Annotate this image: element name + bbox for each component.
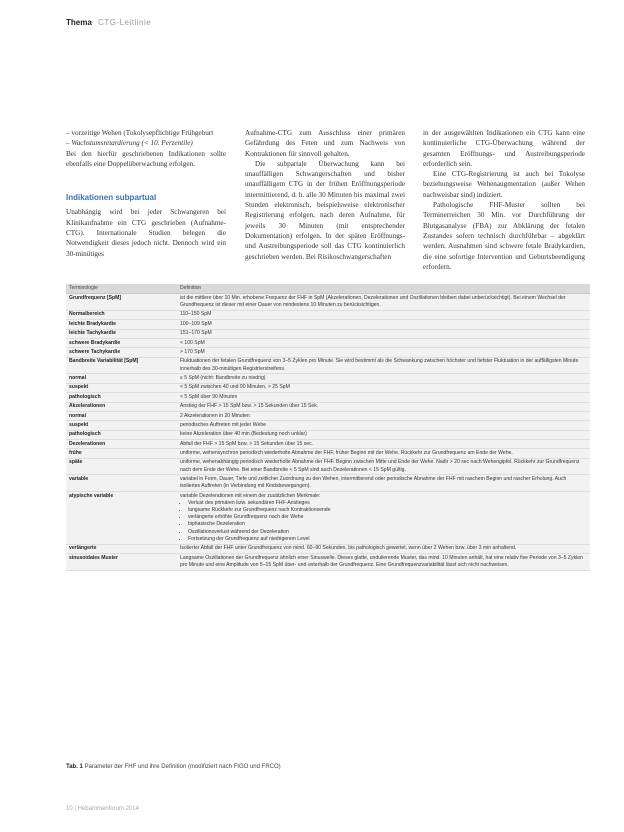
definition-text: Fluktuationen der fetalen Grundfrequenz von 3–5 Zyklen pro Minute. Sie wird bestimmt als die Schwankung zwischen höchster und tiefster Fluktuation in der auffälligsten Minute innerhalb des 30-minütigen Registrierstreifens. [180,358,579,372]
definition-text: Abfall der FHF > 15 SpM bzw. > 15 Sekunden über 15 sec. [180,440,314,447]
table-cell-definition [177,411,590,420]
table-row [66,393,590,402]
table-cell-term: suspekt [66,421,177,430]
table-cell-term: frühe [66,449,177,458]
table-cell-term: leichte Tachykardie [66,329,177,338]
page-header [66,18,151,27]
table-row [66,402,590,411]
table-cell-term: normal [66,374,177,383]
table-cell-term: späte [66,458,177,475]
table-cell-term: Dezelerationen [66,440,177,449]
table-row [66,357,590,374]
list-item: – vorzeitige Wehen (Tokolysepflichtige Frühgeburt [66,129,214,137]
paragraph: Bei den hierfür geschriebenen Indikationen sollte ebenfalls eine Doppelüberwachung erfolgen. [66,149,226,168]
definition-text: < 5 SpM über 90 Minuten [180,393,238,400]
table-row [66,440,590,449]
table-cell-definition [177,440,590,449]
table-row [66,383,590,392]
paragraph: Eine CTG-Registrierung ist auch bei Tokolyse beziehungsweise Wehenaugmentation (außer Wehen nachweisbar sind) indiziert. [423,170,585,199]
list-item-text: – Wachstumsretardierung [66,139,140,148]
paragraph: Aufnahme-CTG zum Ausschluss einer primären Gefährdung des Feten und zum Nachweis von Kontraktionen für sinnvoll gehalten. [245,129,405,158]
table-cell-term: pathologisch [66,430,177,439]
table-cell-definition [177,475,590,492]
table-cell-definition [177,348,590,357]
table-cell-definition [177,492,590,545]
table-row [66,348,590,357]
paragraph: Die subpartale Überwachung kann bei unauffälligen Schwangerschaften und bisher unauffälligem CTG in der frühen Eröffnungsperiode intermittierend, d. h. alle 30 Minuten bis maximal zwei Stunden elektronisch, beispielsweise elektronischer Registrierung erfolgen, nach deren Aufnahme, für jeweils 30 Minuten (mit entsprechender Dokumentation) erfolgen. In der späten Eröffnungs- und Austreibungsperiode soll das CTG kontinuierlich geschrieben werden. Bei Risikoschwangerschaften [245,159,405,261]
table-cell-definition [177,544,590,553]
list-item-tail: (< 10. Perzentile) [141,139,193,148]
definition-text: < 5 SpM zwischen 40 und 90 Minuten, > 25 SpM [180,384,290,391]
definition-text: > 170 SpM [180,348,205,355]
paragraph: Pathologische FHF-Muster sollten bei Terminerreichen 30 Min. vor Durchführung der Blutgasanalyse (FBA) zur Abklärung der fetalen Zustandes sofern technisch durchführbar – abgeklärt werden. Ausnahmen sind schwere fetale Bradykardien, die eine sofortige Intervention und Geburtsbeendigung erfordern. [423,201,585,271]
table-cell-term: Grundfrequenz [SpM] [66,294,177,311]
table-cell-definition [177,402,590,411]
definition-text: uniforme, wehensynchron periodisch wiederholte Abnahme der FHF, früher Beginn mit der Wehe. Rückkehr zur Grundfrequenz am Ende der Wehe. [180,450,513,457]
definition-text: keine Akzeleration über 40 min (Bedeutung noch unklar) [180,431,307,438]
table-row [66,421,590,430]
table-row [66,294,590,311]
table-cell-term: Normalbereich [66,310,177,319]
definition-text: variabel in Form, Dauer, Tiefe und zeitlicher Zuordnung zu den Wehen, intermittierend oder periodische Abnahme der FHF mit raschem Beginn und rascher Erholung. Auch isoliertes Auftreten (in Verbindung mit Kindsbewegungen). [180,476,567,490]
table-cell-definition [177,554,590,571]
paragraph: in der ausgewählten Indikationen ein CTG kann eine kontinuierliche CTG-Überwachung während der gesamten Eröffnungs- und Austreibungsperiode erforderlich sein. [423,129,585,168]
table-caption [66,764,281,770]
table-cell-term: normal [66,411,177,420]
table-cell-term: Bandbreite Variabilität [SpM] [66,357,177,374]
table-row [66,430,590,439]
definition-text: 110–150 SpM [180,311,212,318]
table-cell-definition [177,458,590,475]
table-body [66,294,590,570]
table-cell-term: Akzelerationen [66,402,177,411]
table-row [66,411,590,420]
list-item: • Fortsetzung der Grundfrequenz auf niedrigerem Level [188,536,587,543]
table-row [66,329,590,338]
table-row [66,310,590,319]
table-cell-term: atypische variable [66,492,177,545]
table-header-definition: Definition [177,284,590,294]
definition-text: uniforme, wehenabhängig periodisch wiederholte Abnahme der FHF. Beginn zwischen Mitte und Ende der Wehe. Nadir > 20 sec nach Wehengipfel. Rückkehr zur Grundfrequenz nach dem Ende der Wehe. Bei einer Bandbreite < 5 SpM sind auch Dezelerationen < 15 SpM gültig. [180,459,580,473]
definition-text: Langsame Oszillationen der Grundfrequenz ähnlich einer Sinuswelle. Dieses glatte, undulierende Muster, das mind. 10 Minuten anhält, hat eine relativ fixe Periode von 3–5 Zyklen pro Minute und eine Amplitude von 5–15 SpM über- und unterhalb der Grundfrequenz. Eine Grundfrequenzvariabilität lässt sich nicht nachweisen. [180,554,583,568]
table-cell-term: leichte Bradykardie [66,320,177,329]
text-column-2 [245,128,405,262]
table-row [66,544,590,553]
paragraph: Unabhängig wird bei jeder Schwangeren bei Klinikaufnahme ein CTG geschrieben (Aufnahme-CTG). Internationale Studien belegen die Notwendigkeit dieses jedoch nicht. Dennoch wird ein 30-minütiges [66,208,226,258]
table-cell-term: verlängerte [66,544,177,553]
table-cell-definition [177,338,590,347]
table-cell-term: pathologisch [66,393,177,402]
definition-text: 100–109 SpM [180,320,212,327]
table-cell-definition [177,383,590,392]
text-column-3 [423,128,585,272]
table-row [66,554,590,571]
table-cell-term: sinusoidales Muster [66,554,177,571]
page-footer: 10 | Hebammenforum 2014 [66,806,139,812]
table-header-row [66,284,590,294]
table-cell-definition [177,393,590,402]
definition-text: ≥ 5 SpM (nicht: Bandbreite zu niedrig) [180,374,266,381]
table-cell-definition [177,449,590,458]
table-header-terminology: Terminologie [66,284,177,294]
table-cell-definition [177,357,590,374]
caption-label: Tab. 1 [66,764,83,770]
list-item: • verlängerte erhöhte Grundfrequenz nach der Wehe [188,514,587,521]
definition-text: Isolierter Abfall der FHF unter Grundfrequenz von mind. 60–90 Sekunden, bis pathologisch gewertet, wenn über 2 Wehen bzw. über 3 min anhaltend. [180,545,517,552]
table-row [66,458,590,475]
caption-text: Parameter der FHF und ihre Definition (modifiziert nach FIGO und FRCO) [84,764,281,770]
header-section: Thema [66,18,92,27]
table-cell-term: variable [66,475,177,492]
table-cell-term: schwere Tachykardie [66,348,177,357]
definition-text: < 100 SpM [180,339,205,346]
table-cell-definition [177,320,590,329]
table-cell-definition [177,329,590,338]
table-cell-definition [177,294,590,311]
list-item: • Oszillationsverlust während der Dezeleration [188,529,587,536]
table-cell-definition [177,430,590,439]
section-heading: Indikationen subpartual [66,193,157,203]
table-cell-term: schwere Bradykardie [66,338,177,347]
definition-text: variable Dezelerationen mit einem der zusätzlichen Merkmale: [180,492,321,499]
table-cell-definition [177,421,590,430]
table-row [66,338,590,347]
parameter-table [66,284,590,571]
definition-text: ist die mittlere über 10 Min. erhobene Frequenz der FHF in SpM (Akzelerationen, Dezelerationen und Oszillationen bleiben dabei unberücksichtigt). Bei einem Wechsel der Grundfrequenz ist dieser mit einer Dauer von mindestens 10 Minuten zu berücksichtigen. [180,294,566,308]
text-column-1 [66,128,226,259]
definition-text: 2 Akzelerationen in 20 Minuten [180,412,250,419]
header-title: CTG-Leitlinie [98,18,152,27]
list-item: • Verlust des primären bzw. sekundären FHF-Anstieges [188,500,587,507]
list-item: • biphasische Dezeleration [188,521,587,528]
criteria-list [180,500,587,543]
table-cell-term: suspekt [66,383,177,392]
table-row [66,449,590,458]
list-item [66,138,226,148]
definition-text: 151–170 SpM [180,330,212,337]
definition-text: Anstieg der FHF > 15 SpM bzw. > 15 Sekunden über 15 Sek. [180,403,319,410]
table-row [66,374,590,383]
table-row [66,320,590,329]
table-cell-definition [177,310,590,319]
table-cell-definition [177,374,590,383]
definition-text: periodisches Auftreten mit jeder Wehe [180,421,266,428]
table-row [66,492,590,545]
list-item: • langsame Rückkehr zur Grundfrequenz nach Kontraktionsende [188,507,587,514]
table-row [66,475,590,492]
